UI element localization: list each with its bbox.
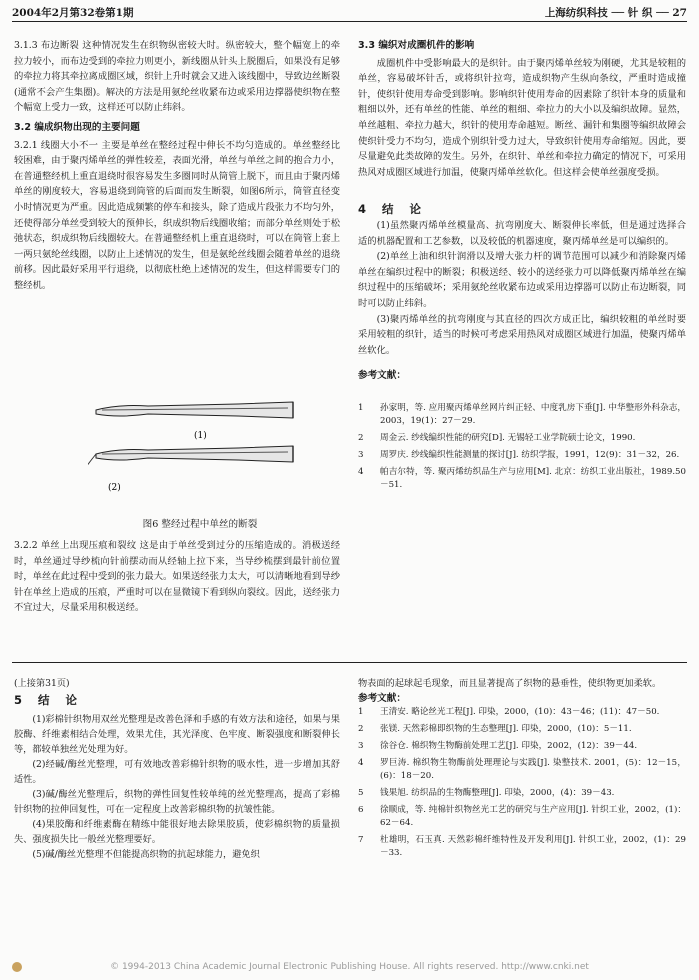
reference-item: 4 罗巨涛. 棉织物生物酶前处理理论与实践[J]. 染整技术. 2001，(5)：12－15，(6)：18－20.: [358, 758, 686, 781]
reference-item: 6 徐顺成，等. 纯棉针织物丝光工艺的研究与生产应用[J]. 针织工业，2002，(1)：62－64.: [358, 805, 686, 828]
bobbin-2: [88, 446, 293, 470]
bottom-right-column: [358, 676, 686, 864]
left-column: [14, 38, 340, 294]
reference-item: 2 张镁. 天然彩棉即织物的生态整理[J]. 印染，2000，(10)：5－11.: [358, 724, 632, 734]
figure-6-caption: 图6 整经过程中单丝的断裂: [142, 519, 258, 530]
bottom-references-list: [358, 706, 686, 860]
page-header: [12, 4, 687, 20]
bottom-conclusion-2: (2)经碱/酶丝光整理，可有效地改善彩棉针织物的吸水性，进一步增加其舒适性。: [14, 759, 340, 785]
conclusion-1: (1)虽然聚丙烯单丝模量高、抗弯刚度大、断裂伸长率低，但是通过选择合适的机器配置和工艺参数，以及较低的机器速度，聚丙烯单丝是可以编织的。: [358, 219, 686, 247]
section-4-title: 4 结 论: [358, 202, 428, 217]
references-title: 参考文献：: [358, 370, 406, 382]
bottom-conclusion-5: (5)碱/酶丝光整理不但能提高织物的抗起球能力，避免织: [32, 849, 260, 860]
article-divider: [12, 662, 687, 663]
bottom-continuation: 物表面的起球起毛现象，而且显著提高了织物的悬垂性，使织物更加柔软。: [358, 678, 662, 689]
section-3-2-1: 3.2.1 线圈大小不一 主要是单丝在整经过程中伸长不均匀造成的。单丝整经比较困难，由于聚丙烯单丝的弹性较差，表面光滑，单丝与单丝之间的抱合力小，在普通整经机上重直退绕时很容易发生多圈同时从筒管上脱下，而且由于聚丙烯单丝的刚度较大，容易退绕到筒管的后面而发生断裂，如图6所示，筒管直径变小时情况更为严重。因此造成频繁的停车和接头，除了造成片段张力不均匀外，还使得部分单丝受到较大的预伸长，织成织物后线圈收缩；而部分单丝则处于松弛状态，织成织物后线圈较大。在普通整经机上重直退绕时，可以在筒管上套上一两只氨纶丝线圈，以防止上述情况的发生，但是氨纶丝线圈会随着单丝的退绕前移。因此最好采用平行退绕，以彻底杜绝上述情况的发生，但这样需要专门的整经机。: [14, 139, 340, 291]
journal-issue: 2004年2月第32卷第1期: [12, 7, 134, 19]
right-column: [358, 38, 686, 496]
reference-item: 2 周金云. 纱线编织性能的研究[D]. 无锡轻工业学院硕士论文，1990.: [358, 432, 636, 443]
figure-label-2: (2): [108, 483, 121, 493]
bottom-left-column: [14, 676, 340, 862]
section-5-title: 5 结 论: [14, 693, 84, 707]
bottom-references-title: 参考文献：: [358, 693, 406, 704]
reference-item: 1 王清安. 略论丝光工程[J]. 印染，2000，(10)：43－46；(11)：47－50.: [358, 707, 660, 717]
journal-name-page: 上海纺织科技 ── 针 织 ── 27: [544, 7, 687, 19]
reference-item: 1 孙家明，等. 应用聚丙烯单丝网片纠正轻、中度乳房下垂[J]. 中华整形外科杂志，2003，19(1)：27－29.: [358, 402, 686, 426]
left-column-lower: [14, 538, 340, 616]
bottom-conclusion-4: (4)果胶酶和纤维素酶在精练中能很好地去除果胶质，使彩棉织物的质量损失、强度损失比一般丝光整理要好。: [14, 819, 340, 845]
section-3-2-title: 3.2 编成织物出现的主要问题: [14, 121, 140, 133]
continued-note: (上接第31页): [14, 678, 70, 689]
reference-item: 4 帕吉尔特，等. 聚丙烯纺织品生产与应用[M]. 北京：纺织工业出版社，1989.50－51.: [358, 466, 686, 490]
section-3-2-2: 3.2.2 单丝上出现压痕和裂纹 这是由于单丝受到过分的压缩造成的。消极送经时，单丝通过导纱梳向针前摆动而从经轴上拉下来，当导纱梳摆到最针前位置时，单丝在此过程中受到的张力最大。如果送经张力太大，可以清晰地看到导纱针在单丝上造成的压痕，严重时可以在显微镜下看到纵向裂纹。因此，送经张力不宜过大，尽量采用积极送经。: [14, 540, 340, 614]
reference-item: 5 钱果旭. 纺织品的生物酶整理[J]. 印染，2000，(4)：39－43.: [358, 788, 615, 798]
conclusion-2: (2)单丝上油和织针润滑以及增大张力杆的调节范围可以减少和消除聚丙烯单丝在编织过程中的断裂；积极送经、较小的送经张力可以降低聚丙烯单丝在编织过程中的压缩破坏；采用氨纶丝收紧布边或采用边撑器可以防止布边断裂，同时可以防止纬斜。: [358, 251, 686, 309]
figure-label-1: (1): [194, 431, 207, 441]
reference-item: 7 杜雄明，石玉真. 天然彩棉纤维特性及开发利用[J]. 针织工业，2002，(1)：29－33.: [358, 835, 686, 858]
header-rule: [12, 21, 687, 22]
bottom-conclusion-1: (1)彩棉针织物用双丝光整理是改善色泽和手感的有效方法和途径，如果与果胶酶、纤维素相结合处理，效果尤佳，其光泽度、色牢度、断裂强度和断裂伸长等，都较单独丝光处理为好。: [14, 714, 340, 755]
bottom-conclusion-3: (3)碱/酶丝光整理后，织物的弹性回复性较单纯的丝光整理高，提高了彩棉针织物的拉伸回复性，可在一定程度上改善彩棉织物的抗皱性能。: [14, 789, 340, 815]
conclusion-3: (3)聚丙烯单丝的抗弯刚度与其直径的四次方成正比，编织较粗的单丝时要采用较粗的织针，适当的时候可考虑采用热风对成圈区域进行加温，使聚丙烯单丝软化。: [358, 313, 686, 356]
reference-item: 3 徐谷仓. 棉织物生物酶前处理工艺[J]. 印染，2002，(12)：39－44.: [358, 741, 638, 751]
copyright-footer: © 1994-2013 China Academic Journal Electronic Publishing House. All rights reserved. http://www.cnki.net: [110, 962, 589, 972]
section-3-3: 成圈机件中受影响最大的是织针。由于聚丙烯单丝较为刚硬，尤其是较粗的单丝，容易破坏针舌，或将织针拉弯，造成织物产生纵向条纹，严重时造成撞针，使织针使用寿命受到影响。影响织针使用寿命的因素除了织针本身的质量和粗细以外，还有单丝的性能、单丝的粗细、牵拉力的大小以及编织故障。显然，单丝越粗、牵拉力越大，织针的使用寿命越短。断丝、漏针和集圈等编织故障会使织针受力不均匀，造成个别织针受力过大，导致织针使用寿命缩短。因此，要尽量避免此类故障的发生。另外，在织针、单丝和牵拉力确定的情况下，可采用热风对成圈区域进行加温，使聚丙烯单丝软化。但这样会使单丝强度受损。: [358, 57, 686, 178]
reference-item: 3 周罗庆. 纱线编织性能测量的探讨[J]. 纺织学报，1991，12(9)：31－32，26.: [358, 449, 680, 460]
section-3-1-3: 3.1.3 布边断裂 这种情况发生在织物纵密较大时。纵密较大，整个幅宽上的牵拉力较小，而布边受到的牵拉力则更小，新线圈从针头上脱圈后，如果没有足够的牵拉力将其牵拉离成圈区域，织针上升时就会又进入该线圈中，导致边丝断裂(通常不会产生集圈)。解决的方法是用氨纶丝收紧布边或采用边撑器使织物在整个幅宽上受力一致，这样还可以防止纬斜。: [14, 40, 340, 114]
bobbin-1: [96, 402, 293, 418]
references-list: [358, 402, 686, 492]
figure-6-bobbin-diagram: [88, 392, 308, 502]
section-3-3-title: 3.3 编织对成圈机件的影响: [358, 40, 475, 51]
